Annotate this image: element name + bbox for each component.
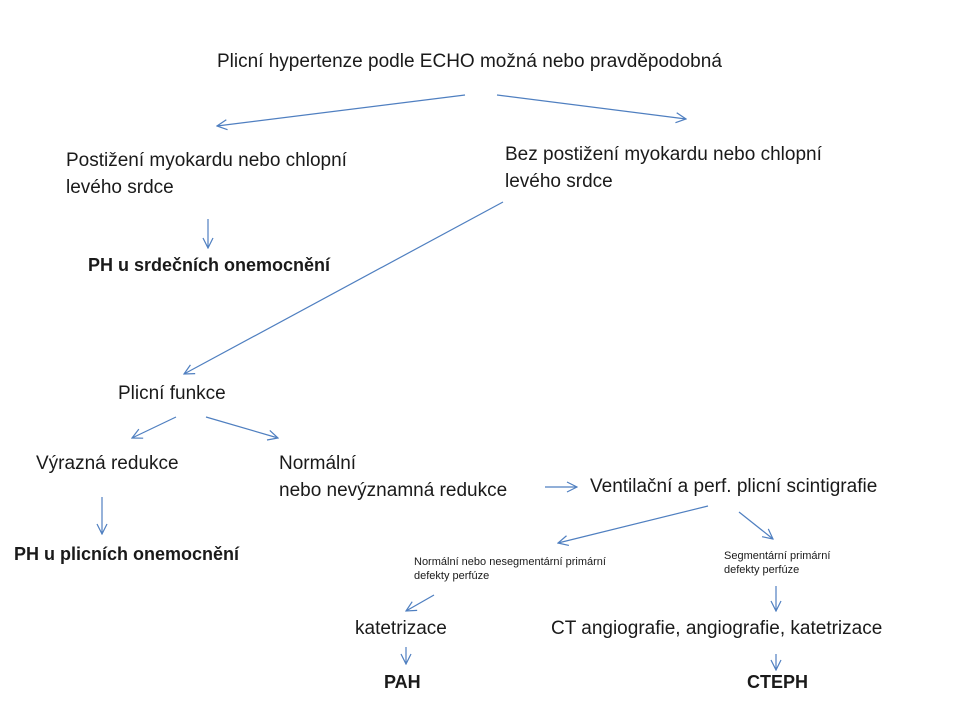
node-segmental-defects-line-1: Segmentární primární (724, 550, 831, 562)
node-ph-lung (14, 541, 239, 568)
arrow-no-left-heart-to-lung-function (184, 202, 503, 374)
node-left-heart-line-1: Postižení myokardu nebo chlopní (66, 150, 347, 171)
arrow-scintigraphy-to-segmental-defects (739, 512, 773, 539)
node-catheterization-line-1: katetrizace (355, 618, 447, 639)
node-cteph (747, 669, 808, 696)
arrow-lung-function-to-normal (206, 417, 278, 438)
node-no-left-heart-line-2: levého srdce (505, 171, 613, 192)
node-significant-reduction (36, 450, 179, 477)
node-segmental-defects-line-2: defekty perfúze (724, 564, 800, 576)
node-root (217, 48, 722, 75)
arrow-scintigraphy-to-normal-defects (558, 506, 708, 543)
node-normal-defects-line-1: Normální nebo nesegmentární primární (414, 556, 606, 568)
node-normal-defects-line-2: defekty perfúze (414, 570, 490, 582)
arrow-normal-defects-to-catheterization (406, 595, 434, 611)
arrow-root-to-left-heart (217, 95, 465, 126)
node-ph-heart (88, 252, 330, 279)
node-scintigraphy-line-1: Ventilační a perf. plicní scintigrafie (590, 476, 878, 497)
node-ct-angiography (551, 615, 882, 642)
node-pah (384, 669, 421, 696)
arrow-lung-function-to-significant (132, 417, 176, 438)
arrow-root-to-no-left-heart (497, 95, 686, 119)
node-lung-function-line-1: Plicní funkce (118, 383, 226, 404)
node-catheterization (355, 615, 447, 642)
node-left-heart-line-2: levého srdce (66, 177, 174, 198)
node-ph-lung-line-1: PH u plicních onemocnění (14, 544, 240, 564)
node-normal-reduction-line-2: nebo nevýznamná redukce (279, 480, 508, 501)
node-segmental-defects (724, 549, 830, 577)
node-normal-reduction (279, 450, 507, 504)
node-pah-line-1: PAH (384, 672, 421, 692)
node-normal-defects (414, 555, 606, 583)
node-lung-function (118, 380, 226, 407)
node-significant-reduction-line-1: Výrazná redukce (36, 453, 179, 474)
node-scintigraphy (590, 473, 877, 500)
node-left-heart (66, 147, 347, 201)
node-ph-heart-line-1: PH u srdečních onemocnění (88, 255, 331, 275)
node-root-line-1: Plicní hypertenze podle ECHO možná nebo pravděpodobná (217, 51, 722, 72)
node-no-left-heart-line-1: Bez postižení myokardu nebo chlopní (505, 144, 822, 165)
node-no-left-heart (505, 141, 822, 195)
node-cteph-line-1: CTEPH (747, 672, 809, 692)
node-ct-angiography-line-1: CT angiografie, angiografie, katetrizace (551, 618, 883, 639)
node-normal-reduction-line-1: Normální (279, 453, 357, 474)
